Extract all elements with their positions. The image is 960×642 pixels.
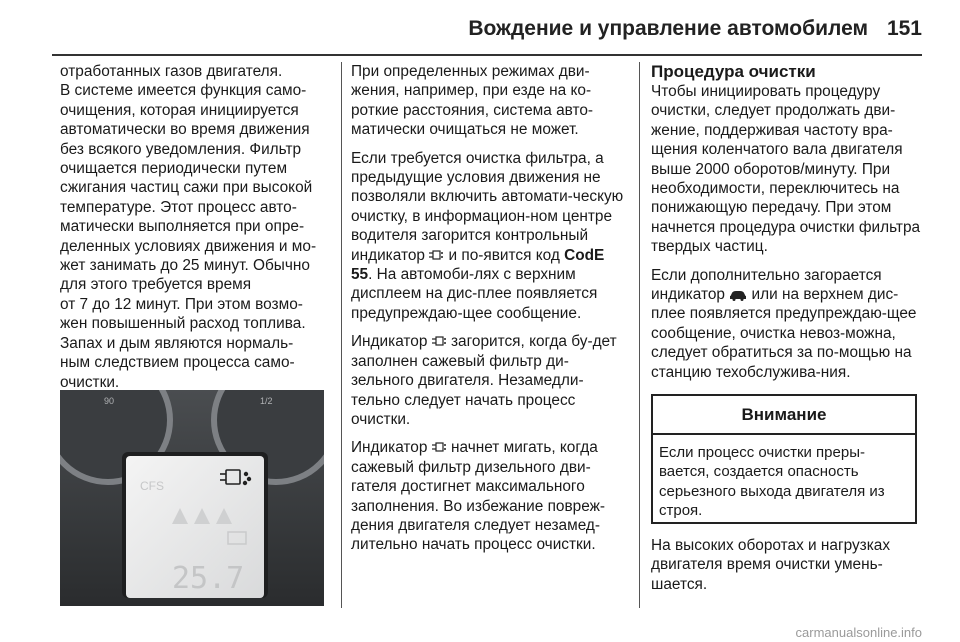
text-line: температуре. Этот процесс авто- [60,198,297,216]
paragraph: При определенных режимах дви-жения, например, при езде на ко-роткие расстояния, система авто-матически очищаться не может. [351,63,594,139]
gauge-right-label: 1/2 [260,396,273,406]
page-header [0,0,960,58]
paragraph-text: Индикатор [351,333,428,351]
page-number: 151 [886,17,922,40]
column-divider [341,62,342,608]
text-line: без всякого уведомления. Фильтр [60,140,302,158]
particle-filter-icon [429,248,444,262]
text-line: очистки. [60,373,120,391]
display-small-label: CFS [140,479,164,493]
paragraph-text: начнет мигать, когда сажевый фильтр дизельного дви-гателя достигнет максимального заполнения. Во избежание повреж-дения двигателя следует незамед-лительно начать процесс очистки. [351,439,606,554]
text-line: жен повышенный расход топлива. [60,315,306,333]
column-3 [651,62,921,391]
column-divider [639,62,640,608]
paragraph [351,332,626,429]
column-2 [351,62,626,564]
warning-title: Внимание [653,396,915,435]
particle-filter-icon [432,334,447,348]
section-heading: Процедура очистки [651,62,816,81]
paragraph-text: или на верхнем дис-плее появляется предупреждаю-щее сообщение, очистка невоз-можна, следует обратиться за по-мощью на станцию техобслужива-ния. [651,286,917,381]
paragraph [351,149,626,324]
paragraph-text: Если требуется очистка фильтра, а предыдущие условия движения не позволяли включить автомати-ческую очистку, в информацион-ном центре водителя загорится контрольный индикатор [351,149,624,264]
paragraph: На высоких оборотах и нагрузках двигателя время очистки умень-шается. [651,537,891,593]
paragraph: Чтобы инициировать процедуру очистки, следует продолжать дви-жение, поддерживая частоту вра-щения коленчатого вала двигателя выше 2000 оборотов/минуту. При необходимости, переключитесь на понижающую передачу. При этом начнется процедура очистки фильтра твердых частиц. [651,83,921,256]
paragraph-text: и по-явится код [448,246,560,264]
text-line: очищается периодически путем [60,160,288,178]
column-1 [60,62,330,392]
text-line: сжигания частиц сажи при высокой [60,179,313,197]
text-line: Запах и дым являются нормаль- [60,334,294,352]
paragraph-text: Если дополнительно загорается индикатор [651,266,882,304]
warning-text: Если процесс очистки преры-вается, создается опасность серьезного выхода двигателя из строя. [659,444,885,520]
text-line: жет занимать до 25 минут. Обычно [60,257,310,275]
text-line: для этого требуется время [60,276,252,294]
text-line: от 7 до 12 минут. При этом возмо- [60,295,303,313]
display-value: 25.7 [172,561,245,596]
service-vehicle-icon [729,289,747,301]
error-code: CodE 55 [351,246,605,284]
paragraph-text: загорится, когда бу-дет заполнен сажевый фильтр ди-зельного двигателя. Незамедли-тельно следует начать процесс очистки. [351,333,617,428]
paragraph-text: Индикатор [351,439,428,457]
text-line: очищения, которая инициируется [60,101,299,119]
text-line: ным следствием процесса само- [60,354,295,372]
dashboard-photo [60,390,324,606]
text-line: матически выполняется при опре- [60,218,305,236]
paragraph-text: . На автомоби-лях с верхним дисплеем на дис-плее появляется предупреждаю-щее сообщение. [351,266,598,322]
paragraph [351,438,626,554]
text-line: В системе имеется функция само- [60,82,307,100]
header-rule [52,54,922,56]
particle-filter-icon [432,440,447,454]
text-line: отработанных газов двигателя. [60,63,283,80]
warning-box [651,394,917,524]
tree-icons [172,508,232,524]
gauge-left-label: 90 [104,396,115,406]
page-title: Вождение и управление автомобилем [468,17,868,40]
watermark: carmanualsonline.info [795,625,922,640]
text-line: деленных условиях движения и мо- [60,237,317,255]
paragraph [651,266,921,382]
text-line: автоматически во время движения [60,121,310,139]
